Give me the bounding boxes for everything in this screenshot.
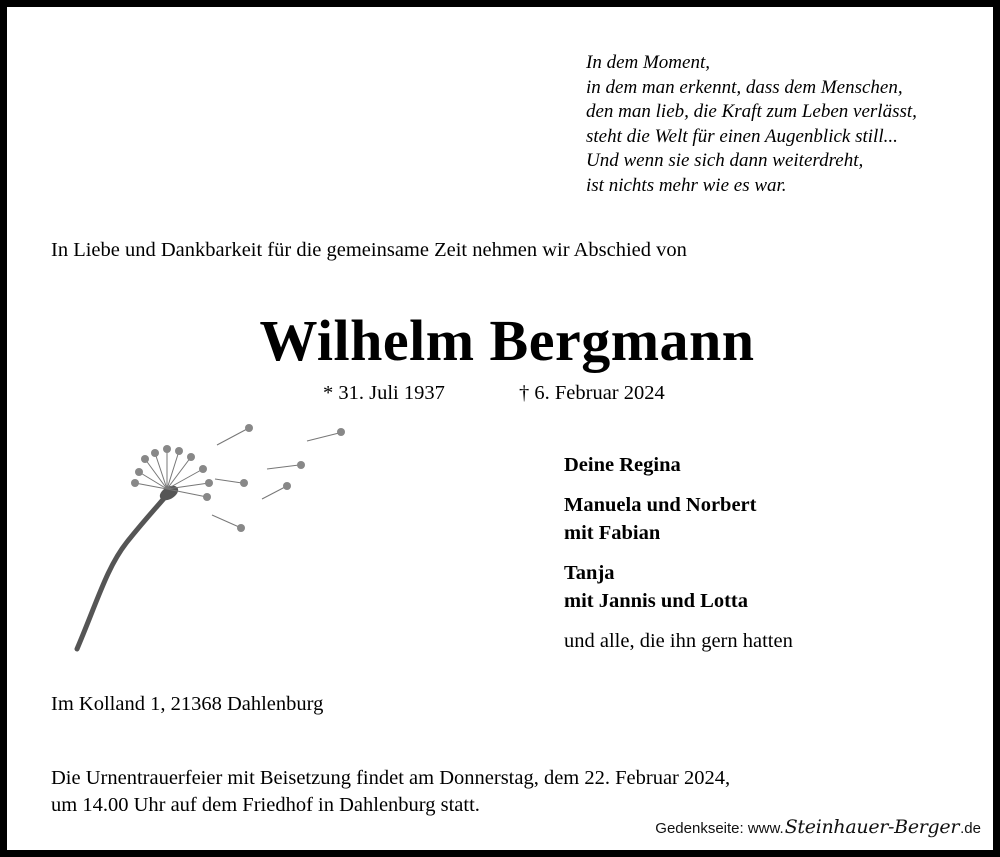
ceremony-line: um 14.00 Uhr auf dem Friedhof in Dahlenburg statt. bbox=[51, 794, 480, 816]
memorial-page-brand: Steinhauer-Berger bbox=[784, 816, 960, 838]
memorial-page-suffix: .de bbox=[960, 820, 981, 837]
memorial-page-link[interactable] bbox=[655, 816, 981, 838]
address: Im Kolland 1, 21368 Dahlenburg bbox=[51, 693, 324, 715]
poem bbox=[586, 51, 917, 198]
birth-date: * 31. Juli 1937 bbox=[323, 382, 445, 404]
dandelion-icon bbox=[67, 417, 357, 657]
poem-line: in dem man erkennt, dass dem Menschen, bbox=[586, 76, 903, 98]
poem-line: steht die Welt für einen Augenblick still... bbox=[586, 125, 898, 147]
poem-line: ist nichts mehr wie es war. bbox=[586, 174, 787, 196]
death-date: † 6. Februar 2024 bbox=[519, 382, 665, 404]
mourner-name: Tanja bbox=[564, 562, 615, 584]
mourner-name: Manuela und Norbert bbox=[564, 494, 757, 516]
poem-line: Und wenn sie sich dann weiterdreht, bbox=[586, 150, 864, 171]
ceremony-info bbox=[51, 765, 730, 819]
mourner-group bbox=[564, 451, 793, 479]
mourner-name: Deine Regina bbox=[564, 454, 681, 476]
mourners-list bbox=[564, 451, 793, 655]
mourner-name: mit Fabian bbox=[564, 522, 661, 544]
mourner-group bbox=[564, 491, 793, 547]
intro-text: In Liebe und Dankbarkeit für die gemeinsame Zeit nehmen wir Abschied von bbox=[51, 239, 687, 261]
mourner-group bbox=[564, 559, 793, 615]
ceremony-line: Die Urnentrauerfeier mit Beisetzung findet am Donnerstag, dem 22. Februar 2024, bbox=[51, 767, 731, 789]
mourners-others: und alle, die ihn gern hatten bbox=[564, 630, 793, 652]
memorial-page-label: Gedenkseite: www. bbox=[655, 820, 784, 837]
mourner-name: mit Jannis und Lotta bbox=[564, 590, 748, 612]
poem-line: den man lieb, die Kraft zum Leben verlässt, bbox=[586, 101, 917, 122]
poem-line: In dem Moment, bbox=[586, 52, 710, 73]
deceased-name: Wilhelm Bergmann bbox=[259, 308, 755, 373]
